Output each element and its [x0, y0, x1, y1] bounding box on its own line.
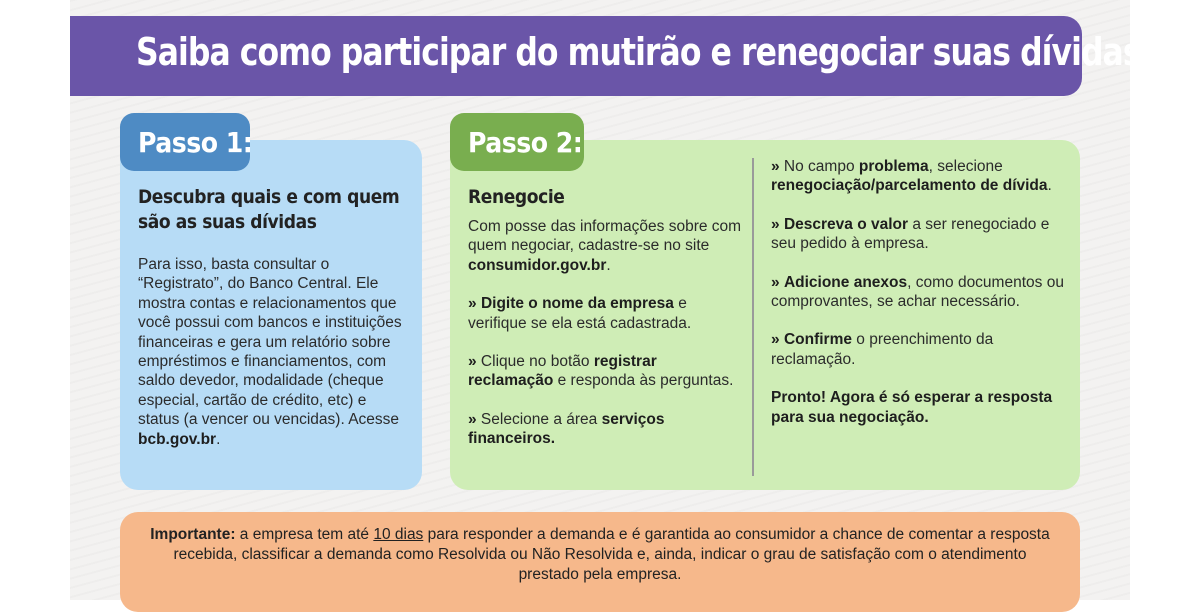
bullet-4-pre: No campo — [779, 158, 859, 175]
bullet-1-rest: e verifique se ela está cadastrada. — [468, 295, 692, 332]
step2-bullet-4 — [771, 157, 1066, 196]
bullet-marker: » — [468, 353, 477, 371]
step2-left-column — [468, 217, 743, 468]
bullet-marker: » — [771, 158, 780, 175]
step2-intro-text: Com posse das informações sobre com quem negociar, cadastre-se no site — [468, 218, 742, 255]
important-label: Importante: — [150, 526, 236, 543]
note-post: para responder a demanda e é garantida ao consumidor a chance de comentar a resposta recebida, classificar a demanda como Resolvida ou Não Resolvida e, ainda, indicar o grau de satisfação com o atendimento prestado pela empresa. — [173, 526, 1050, 583]
bullet-4-bold2: renegociação/parcelamento de dívida — [771, 177, 1048, 195]
bullet-4-bold: problema — [858, 158, 929, 175]
bullet-marker: » — [468, 410, 477, 428]
step1-tab-label: Passo 1: — [138, 126, 253, 159]
step2-tab-label: Passo 2: — [468, 126, 583, 159]
bullet-2-rest: e responda às perguntas. — [553, 372, 734, 390]
bullet-3-bold: serviços financeiros. — [468, 410, 665, 448]
bullet-4-mid: , selecione — [928, 158, 1003, 175]
bullet-3-pre: Selecione a área — [476, 410, 602, 428]
step2-final — [771, 388, 1066, 427]
bcb-link[interactable]: bcb.gov.br — [138, 430, 217, 448]
bullet-marker: » — [771, 215, 780, 233]
bullet-7-bold: Confirme — [783, 331, 852, 349]
step2-intro — [468, 217, 743, 275]
column-divider — [752, 158, 754, 476]
bullet-6-bold: Adicione anexos — [783, 273, 908, 291]
important-note-text — [150, 525, 1050, 585]
step2-bullet-1 — [468, 294, 743, 333]
bullet-marker: » — [468, 295, 477, 313]
step2-bullet-7 — [771, 330, 1066, 369]
page-title: Saiba como participar do mutirão e renegociar suas dívidas — [136, 30, 1141, 74]
bullet-6-rest: , como documentos ou comprovantes, se achar necessário. — [771, 273, 1064, 311]
step2-bullet-3 — [468, 410, 743, 449]
step2-bullet-5 — [771, 215, 1066, 254]
bullet-5-rest: a ser renegociado e seu pedido à empresa. — [771, 215, 1050, 253]
step1-body-end: . — [216, 430, 221, 448]
consumidor-link[interactable]: consumidor.gov.br — [468, 256, 607, 274]
bullet-2-bold: registrar reclamação — [468, 353, 657, 390]
step2-intro-end: . — [606, 256, 611, 274]
important-note — [120, 512, 1080, 612]
bullet-4-end: . — [1047, 177, 1052, 195]
step2-bullet-6 — [771, 273, 1066, 312]
step2-heading: Renegocie — [468, 186, 565, 208]
bullet-2-pre: Clique no botão — [476, 353, 594, 371]
step1-body — [138, 255, 410, 449]
note-pre: a empresa tem até — [235, 526, 374, 543]
bullet-marker: » — [771, 331, 780, 349]
final-message: Pronto! Agora é só esperar a resposta para sua negociação. — [771, 389, 1053, 426]
step2-bullet-2 — [468, 352, 743, 391]
bullet-1-bold: Digite o nome da empresa — [480, 295, 674, 313]
step1-body-text: Para isso, basta consultar o “Registrato”, do Banco Central. Ele mostra contas e relacionamentos que você possui com bancos e instituições financeiras e gera um relatório sobre empréstimos e financiamentos, com saldo devedor, modalidade (cheque especial, cartão de crédito, etc) e status (a vencer ou vencidas). Acesse — [138, 256, 402, 429]
header-banner — [70, 16, 1141, 96]
step2-right-column — [771, 157, 1066, 446]
step2-tab — [450, 113, 584, 171]
step1-heading: Descubra quais e com quem são as suas dívidas — [138, 186, 400, 233]
bullet-5-bold: Descreva o valor — [783, 215, 909, 233]
bullet-7-rest: o preenchimento da reclamação. — [771, 331, 994, 368]
bullet-marker: » — [771, 273, 780, 291]
step1-tab — [120, 113, 253, 171]
note-days: 10 dias — [373, 526, 424, 543]
